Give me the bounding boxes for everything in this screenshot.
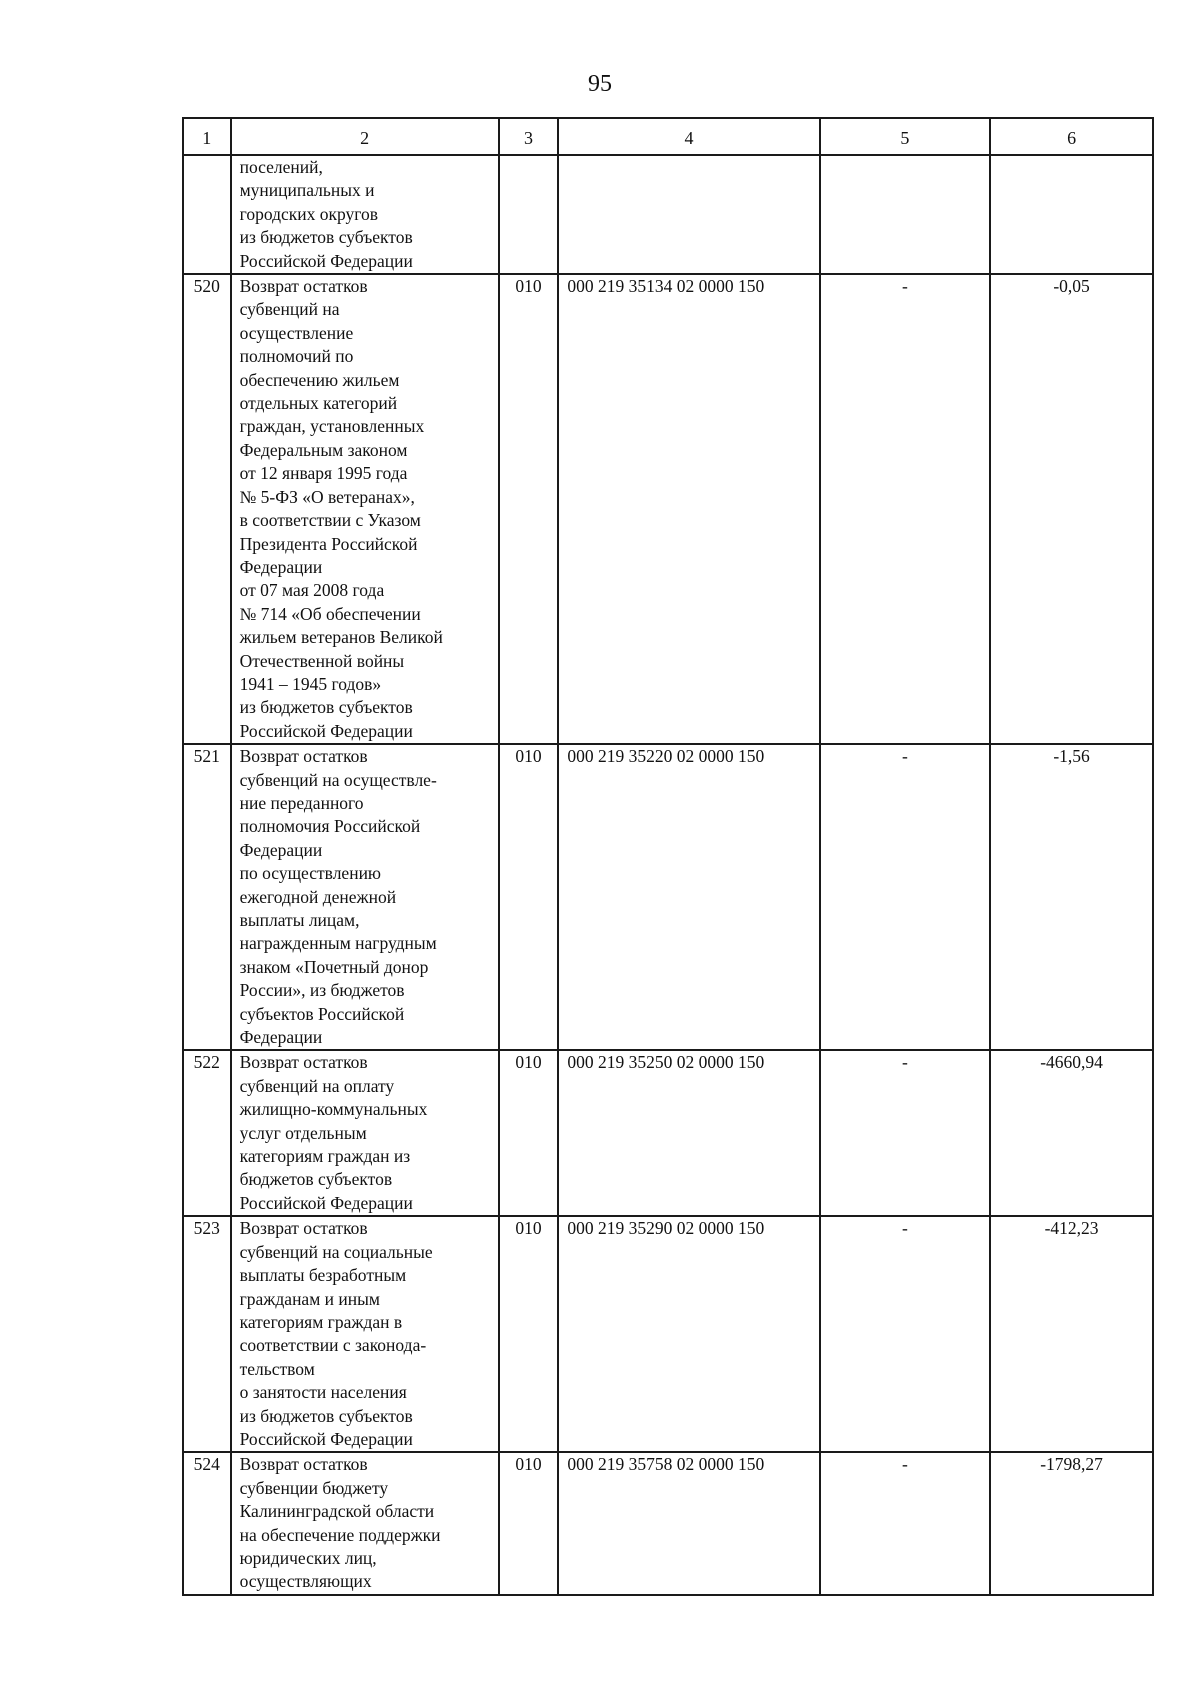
- table-row: [183, 155, 1153, 274]
- description-line: гражданам и иным: [239, 1288, 380, 1309]
- description-line: выплаты лицам,: [239, 910, 360, 930]
- row-amount-cell: -0,05: [990, 274, 1153, 744]
- description-line: субвенций на оплату: [239, 1075, 395, 1096]
- header-col-3: 3: [499, 118, 559, 155]
- description-line: отдельных категорий: [239, 393, 398, 414]
- header-col-6: 6: [990, 118, 1153, 155]
- description-line: № 5-ФЗ «О ветеранах»,: [239, 486, 415, 507]
- description-line: Федерации: [239, 1027, 323, 1048]
- description-line: 1941 – 1945 годов»: [239, 673, 382, 694]
- description-line: по осуществлению: [239, 863, 382, 884]
- description-line: Федеральным законом: [239, 439, 408, 460]
- description-line: поселений,: [239, 157, 323, 177]
- row-code-cell: [499, 155, 559, 274]
- description-line: Российской Федерации: [239, 1192, 413, 1213]
- row-description-cell: [231, 1050, 499, 1216]
- row-col5-cell: -: [820, 1216, 991, 1452]
- header-col-2: 2: [231, 118, 499, 155]
- description-line: граждан, установленных: [239, 416, 425, 437]
- row-number-cell: 522: [183, 1050, 231, 1216]
- row-number-cell: 521: [183, 744, 231, 1050]
- description-line: в соответствии с Указом: [239, 510, 421, 531]
- row-code-cell: 010: [499, 744, 559, 1050]
- row-col5-cell: -: [820, 744, 991, 1050]
- description-line: Федерации: [239, 556, 323, 577]
- table-header: [183, 118, 1153, 155]
- description-line: от 12 января 1995 года: [239, 463, 408, 484]
- description-line: соответствии с законода-: [239, 1335, 427, 1356]
- description-line: тельством: [239, 1358, 315, 1379]
- description-line: России», из бюджетов: [239, 980, 405, 1001]
- description-line: знаком «Почетный донор: [239, 956, 429, 977]
- row-col5-cell: -: [820, 1452, 991, 1594]
- description-line: Возврат остатков: [239, 1454, 368, 1475]
- description-line: юридических лиц,: [239, 1547, 377, 1568]
- description-line: городских округов: [239, 203, 379, 224]
- description-line: из бюджетов субъектов: [239, 1405, 413, 1426]
- description-line: Возврат остатков: [239, 1218, 368, 1239]
- description-line: услуг отдельным: [239, 1122, 367, 1143]
- row-description-cell: [231, 744, 499, 1050]
- table-row: [183, 744, 1153, 1050]
- header-row: [183, 118, 1153, 155]
- description-line: категориям граждан из: [239, 1146, 411, 1167]
- description-line: Российской Федерации: [239, 250, 413, 271]
- row-number-cell: 524: [183, 1452, 231, 1594]
- description-line: на обеспечение поддержки: [239, 1524, 441, 1545]
- description-line: Российской Федерации: [239, 720, 413, 741]
- description-line: жилищно-коммунальных: [239, 1099, 428, 1120]
- description-line: субъектов Российской: [239, 1003, 405, 1024]
- table-row: [183, 1050, 1153, 1216]
- table-row: [183, 274, 1153, 744]
- header-col-4: 4: [558, 118, 819, 155]
- page-number: 95: [588, 71, 612, 97]
- header-col-5: 5: [820, 118, 991, 155]
- budget-table: [182, 117, 1154, 1596]
- row-description-cell: [231, 155, 499, 274]
- description-line: обеспечению жильем: [239, 369, 400, 390]
- description-line: осуществляющих: [239, 1571, 372, 1592]
- row-code-cell: 010: [499, 1050, 559, 1216]
- row-col5-cell: -: [820, 274, 991, 744]
- row-kbk-cell: 000 219 35220 02 0000 150: [558, 744, 819, 1050]
- row-description-cell: [231, 1216, 499, 1452]
- table-row: [183, 1216, 1153, 1452]
- table-body: [183, 155, 1153, 1595]
- description-line: Российской Федерации: [239, 1428, 413, 1449]
- description-line: из бюджетов субъектов: [239, 697, 413, 718]
- row-description-cell: [231, 274, 499, 744]
- description-line: от 07 мая 2008 года: [239, 580, 385, 601]
- description-line: категориям граждан в: [239, 1311, 403, 1332]
- row-description-cell: [231, 1452, 499, 1594]
- description-line: Возврат остатков: [239, 746, 368, 767]
- description-line: Возврат остатков: [239, 1052, 368, 1073]
- description-line: ние переданного: [239, 792, 364, 813]
- row-kbk-cell: 000 219 35134 02 0000 150: [558, 274, 819, 744]
- row-code-cell: 010: [499, 1216, 559, 1452]
- description-line: о занятости населения: [239, 1382, 407, 1403]
- description-line: осуществление: [239, 322, 354, 343]
- row-col5-cell: -: [820, 1050, 991, 1216]
- row-amount-cell: -1798,27: [990, 1452, 1153, 1594]
- description-line: субвенций на осуществле-: [239, 769, 437, 790]
- row-number-cell: [183, 155, 231, 274]
- row-amount-cell: -412,23: [990, 1216, 1153, 1452]
- description-line: ежегодной денежной: [239, 886, 397, 907]
- row-amount-cell: -1,56: [990, 744, 1153, 1050]
- description-line: награжденным нагрудным: [239, 933, 437, 954]
- table-row: [183, 1452, 1153, 1594]
- row-kbk-cell: [558, 155, 819, 274]
- description-line: субвенций на социальные: [239, 1241, 433, 1262]
- row-number-cell: 520: [183, 274, 231, 744]
- description-line: Возврат остатков: [239, 276, 368, 297]
- description-line: выплаты безработным: [239, 1265, 407, 1286]
- row-kbk-cell: 000 219 35290 02 0000 150: [558, 1216, 819, 1452]
- description-line: субвенции бюджету: [239, 1477, 389, 1498]
- description-line: муниципальных и: [239, 180, 375, 201]
- description-line: Отечественной войны: [239, 650, 405, 671]
- description-line: Президента Российской: [239, 533, 418, 554]
- description-line: полномочия Российской: [239, 816, 421, 837]
- row-code-cell: 010: [499, 1452, 559, 1594]
- row-kbk-cell: 000 219 35758 02 0000 150: [558, 1452, 819, 1594]
- row-amount-cell: [990, 155, 1153, 274]
- row-kbk-cell: 000 219 35250 02 0000 150: [558, 1050, 819, 1216]
- row-code-cell: 010: [499, 274, 559, 744]
- description-line: бюджетов субъектов: [239, 1169, 393, 1190]
- row-amount-cell: -4660,94: [990, 1050, 1153, 1216]
- description-line: полномочий по: [239, 346, 354, 367]
- description-line: Калининградской области: [239, 1501, 435, 1522]
- header-col-1: 1: [183, 118, 231, 155]
- description-line: субвенций на: [239, 299, 340, 320]
- description-line: № 714 «Об обеспечении: [239, 603, 421, 624]
- description-line: Федерации: [239, 839, 323, 860]
- description-line: жильем ветеранов Великой: [239, 627, 443, 648]
- row-col5-cell: [820, 155, 991, 274]
- description-line: из бюджетов субъектов: [239, 227, 413, 248]
- row-number-cell: 523: [183, 1216, 231, 1452]
